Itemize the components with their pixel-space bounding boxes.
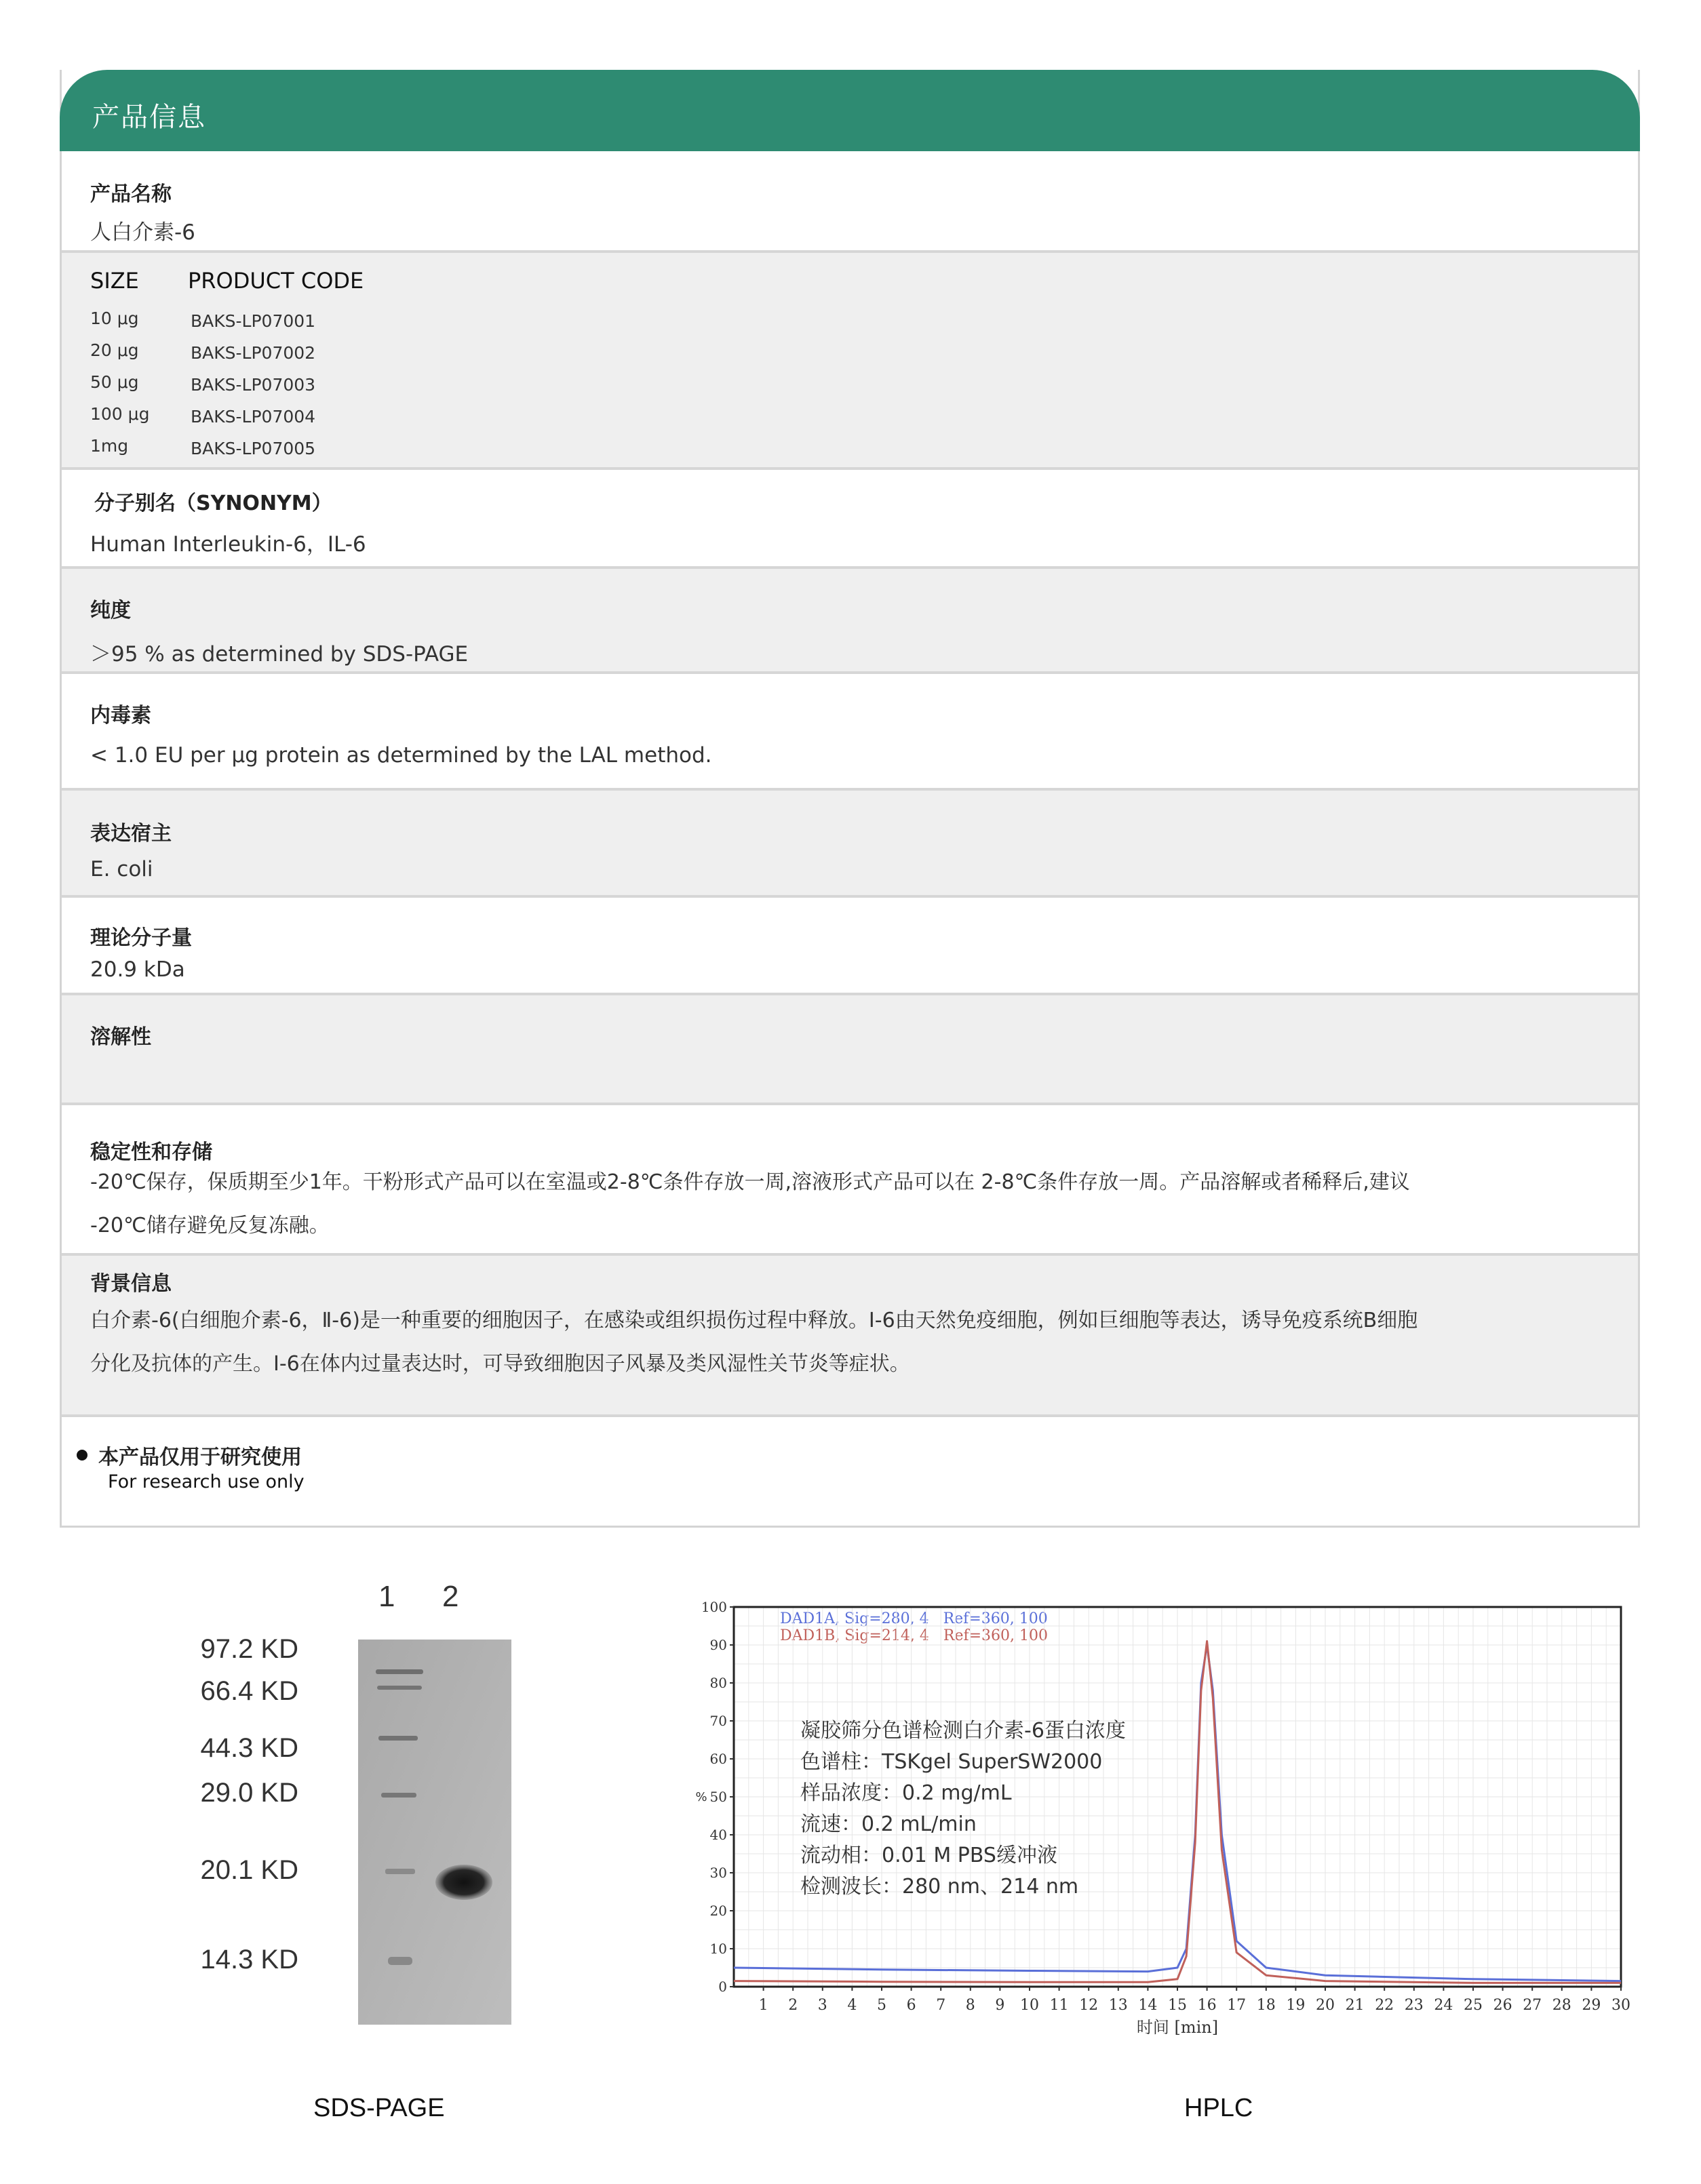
storage-line-2: -20℃储存避免反复冻融。 bbox=[90, 1214, 330, 1237]
hplc-note-3: 样品浓度：0.2 mg/mL bbox=[800, 1781, 1012, 1805]
x-tick-label: 13 bbox=[1108, 1997, 1128, 2014]
x-tick-label: 7 bbox=[936, 1997, 946, 2014]
size-row-5: 1mg bbox=[90, 436, 129, 456]
section-endotoxin bbox=[62, 674, 1638, 791]
x-tick-label: 17 bbox=[1227, 1997, 1247, 2014]
x-tick-label: 5 bbox=[877, 1997, 886, 2014]
code-row-5: BAKS-LP07005 bbox=[191, 439, 316, 458]
storage-label: 稳定性和存储 bbox=[90, 1140, 212, 1164]
x-tick-label: 8 bbox=[965, 1997, 975, 2014]
x-axis-label: 时间 [min] bbox=[1136, 2018, 1219, 2037]
header-title: 产品信息 bbox=[92, 102, 206, 133]
synonym-label: 分子别名（SYNONYM） bbox=[94, 492, 332, 515]
section-sizes bbox=[62, 253, 1638, 470]
lane-label-1: 1 bbox=[378, 1580, 395, 1613]
product-info-card bbox=[60, 70, 1640, 1528]
x-tick-label: 6 bbox=[906, 1997, 916, 2014]
hplc-note-6: 检测波长：280 nm、214 nm bbox=[800, 1875, 1079, 1899]
section-synonym bbox=[62, 470, 1638, 569]
hplc-note-5: 流动相：0.01 M PBS缓冲液 bbox=[800, 1844, 1057, 1867]
sds-page-caption: SDS-PAGE bbox=[313, 2094, 445, 2122]
background-line-1: 白介素-6(白细胞介素-6，Ⅱ-6)是一种重要的细胞因子，在感染或组织损伤过程中释放。I-6由天然免疫细胞，例如巨细胞等表达，诱导免疫系统B细胞 bbox=[90, 1309, 1418, 1332]
storage-line-1: -20℃保存，保质期至少1年。干粉形式产品可以在室温或2-8℃条件存放一周,溶液形式产品可以在 2-8℃条件存放一周。产品溶解或者稀释后,建议 bbox=[90, 1170, 1410, 1194]
hplc-caption: HPLC bbox=[1184, 2094, 1253, 2122]
y-tick-label: 30 bbox=[709, 1865, 727, 1881]
lane-label-2: 2 bbox=[442, 1580, 459, 1613]
notice-en: For research use only bbox=[108, 1471, 305, 1492]
section-storage bbox=[62, 1105, 1638, 1256]
product-info-header bbox=[60, 70, 1640, 151]
hplc-note-1: 凝胶筛分色谱检测白介素-6蛋白浓度 bbox=[800, 1719, 1126, 1743]
x-tick-label: 11 bbox=[1049, 1997, 1069, 2014]
y-axis-label: % bbox=[695, 1790, 707, 1804]
x-tick-label: 4 bbox=[847, 1997, 857, 2014]
x-tick-label: 23 bbox=[1404, 1997, 1424, 2014]
section-background bbox=[62, 1256, 1638, 1417]
product-name-label: 产品名称 bbox=[90, 182, 172, 206]
x-tick-label: 3 bbox=[817, 1997, 827, 2014]
x-tick-label: 24 bbox=[1434, 1997, 1453, 2014]
code-row-3: BAKS-LP07003 bbox=[191, 375, 316, 395]
host-value: E. coli bbox=[90, 857, 153, 881]
purity-value: ＞95 % as determined by SDS-PAGE bbox=[90, 642, 469, 667]
x-tick-label: 14 bbox=[1138, 1997, 1158, 2014]
bullet-icon bbox=[77, 1450, 87, 1461]
legend-series-b: DAD1B, Sig=214, 4 Ref=360, 100 bbox=[779, 1627, 1049, 1644]
size-row-4: 100 μg bbox=[90, 404, 150, 424]
hplc-figure bbox=[678, 1580, 1655, 2177]
y-tick-label: 0 bbox=[718, 1979, 727, 1995]
background-label: 背景信息 bbox=[90, 1272, 172, 1296]
hplc-note-2: 色谱柱：TSKgel SuperSW2000 bbox=[800, 1750, 1103, 1774]
marker-44-3: 44.3 KD bbox=[200, 1733, 298, 1763]
hplc-note-4: 流速：0.2 mL/min bbox=[800, 1812, 977, 1836]
product-name-value: 人白介素-6 bbox=[90, 220, 195, 245]
notice-zh: 本产品仅用于研究使用 bbox=[98, 1446, 302, 1469]
y-tick-label: 60 bbox=[709, 1751, 727, 1767]
x-tick-label: 21 bbox=[1345, 1997, 1365, 2014]
endotoxin-value: < 1.0 EU per μg protein as determined by the LAL method. bbox=[90, 743, 712, 768]
synonym-value: Human Interleukin-6，IL-6 bbox=[90, 532, 366, 557]
purity-label: 纯度 bbox=[90, 599, 131, 622]
section-molecular-weight bbox=[62, 898, 1638, 995]
y-tick-label: 20 bbox=[709, 1903, 727, 1919]
y-tick-label: 40 bbox=[709, 1827, 727, 1843]
x-tick-label: 30 bbox=[1611, 1997, 1630, 2014]
section-notice bbox=[62, 1417, 1638, 1524]
y-tick-label: 100 bbox=[701, 1599, 727, 1615]
legend-series-a: DAD1A, Sig=280, 4 Ref=360, 100 bbox=[779, 1610, 1048, 1627]
section-host bbox=[62, 791, 1638, 898]
y-tick-label: 70 bbox=[709, 1713, 727, 1729]
code-row-4: BAKS-LP07004 bbox=[191, 407, 316, 426]
x-tick-label: 2 bbox=[788, 1997, 798, 2014]
x-tick-label: 18 bbox=[1256, 1997, 1276, 2014]
y-tick-label: 10 bbox=[709, 1941, 727, 1957]
size-row-3: 50 μg bbox=[90, 372, 139, 392]
code-row-1: BAKS-LP07001 bbox=[191, 311, 316, 331]
marker-20-1: 20.1 KD bbox=[200, 1855, 298, 1885]
endotoxin-label: 内毒素 bbox=[90, 704, 151, 728]
solubility-label: 溶解性 bbox=[90, 1025, 151, 1049]
x-tick-label: 28 bbox=[1552, 1997, 1571, 2014]
section-product-name bbox=[62, 151, 1638, 253]
marker-14-3: 14.3 KD bbox=[200, 1945, 298, 1974]
host-label: 表达宿主 bbox=[90, 822, 172, 846]
size-header: SIZE bbox=[90, 268, 139, 294]
y-tick-label: 50 bbox=[709, 1789, 727, 1805]
size-row-2: 20 μg bbox=[90, 340, 139, 360]
marker-66-4: 66.4 KD bbox=[200, 1676, 298, 1706]
x-tick-label: 1 bbox=[758, 1997, 768, 2014]
x-tick-label: 29 bbox=[1582, 1997, 1601, 2014]
x-tick-label: 26 bbox=[1493, 1997, 1512, 2014]
x-tick-label: 15 bbox=[1168, 1997, 1187, 2014]
x-tick-label: 22 bbox=[1375, 1997, 1394, 2014]
marker-29-0: 29.0 KD bbox=[200, 1778, 298, 1808]
x-tick-label: 19 bbox=[1286, 1997, 1306, 2014]
x-tick-label: 16 bbox=[1197, 1997, 1217, 2014]
x-tick-label: 20 bbox=[1316, 1997, 1335, 2014]
sds-page-figure bbox=[0, 1560, 610, 2170]
y-tick-label: 90 bbox=[709, 1637, 727, 1653]
section-solubility bbox=[62, 995, 1638, 1105]
code-header: PRODUCT CODE bbox=[188, 268, 364, 294]
size-row-1: 10 μg bbox=[90, 309, 139, 328]
code-row-2: BAKS-LP07002 bbox=[191, 343, 316, 363]
mw-label: 理论分子量 bbox=[90, 926, 192, 950]
x-tick-label: 27 bbox=[1523, 1997, 1542, 2014]
x-tick-label: 25 bbox=[1464, 1997, 1483, 2014]
x-tick-label: 10 bbox=[1020, 1997, 1039, 2014]
y-tick-label: 80 bbox=[709, 1675, 727, 1691]
x-tick-label: 12 bbox=[1079, 1997, 1099, 2014]
x-tick-label: 9 bbox=[995, 1997, 1005, 2014]
gel-image bbox=[358, 1640, 511, 2025]
background-line-2: 分化及抗体的产生。I-6在体内过量表达时，可导致细胞因子风暴及类风湿性关节炎等症状。 bbox=[90, 1352, 910, 1376]
mw-value: 20.9 kDa bbox=[90, 957, 185, 982]
section-purity bbox=[62, 569, 1638, 674]
marker-97-2: 97.2 KD bbox=[200, 1634, 298, 1664]
